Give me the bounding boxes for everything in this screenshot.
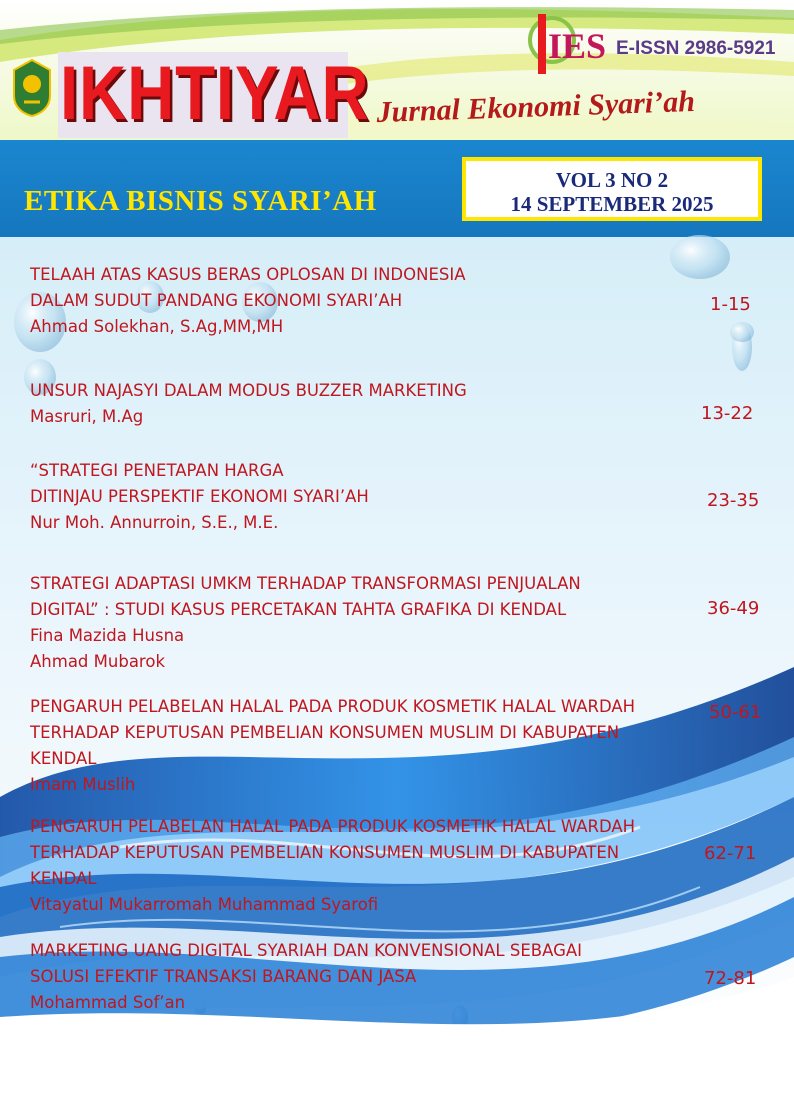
article-title-line: TERHADAP KEPUTUSAN PEMBELIAN KONSUMEN MUSLIM DI KABUPATEN (30, 843, 620, 862)
article-entry (30, 938, 690, 1016)
issn-label: E-ISSN 2986-5921 (616, 38, 776, 59)
article-title-line: KENDAL (30, 749, 97, 768)
article-entry (30, 571, 690, 675)
volume-label: VOL 3 NO 2 (555, 168, 669, 192)
article-title-line: DITINJAU PERSPEKTIF EKONOMI SYARI’AH (30, 487, 369, 506)
article-title-line: TERHADAP KEPUTUSAN PEMBELIAN KONSUMEN MUSLIM DI KABUPATEN (30, 723, 620, 742)
issue-theme: ETIKA BISNIS SYARI’AH (24, 185, 377, 217)
article-author: Vitayatul Mukarromah Muhammad Syarofi (30, 895, 379, 914)
volume-box (462, 157, 762, 221)
article-author: Mohammad Sof’an (30, 993, 186, 1012)
article-title-line: SOLUSI EFEKTIF TRANSAKSI BARANG DAN JASA (30, 967, 417, 986)
journal-name: IKHTIYAR (60, 51, 370, 136)
ies-logo-icon (526, 10, 607, 80)
article-title-line: DIGITAL” : STUDI KASUS PERCETAKAN TAHTA GRAFIKA DI KENDAL (30, 600, 567, 619)
article-title-line: TELAAH ATAS KASUS BERAS OPLOSAN DI INDONESIA (30, 265, 466, 284)
article-author: Ahmad Solekhan, S.Ag,MM,MH (30, 317, 284, 336)
article-pages: 23-35 (707, 490, 760, 511)
cover-header (0, 0, 794, 140)
article-author: Imam Muslih (30, 775, 136, 794)
institution-logo-icon (10, 58, 54, 118)
article-entry (30, 378, 690, 430)
article-title-line: UNSUR NAJASYI DALAM MODUS BUZZER MARKETING (30, 381, 467, 400)
article-pages: 13-22 (701, 403, 754, 424)
article-author: Ahmad Mubarok (30, 652, 165, 671)
article-pages: 72-81 (704, 968, 757, 989)
article-entry (30, 458, 690, 536)
article-entry (30, 814, 690, 918)
article-author: Masruri, M.Ag (30, 407, 144, 426)
article-title-line: KENDAL (30, 869, 97, 888)
article-title-line: DALAM SUDUT PANDANG EKONOMI SYARI’AH (30, 291, 403, 310)
article-author: Fina Mazida Husna (30, 626, 185, 645)
article-title-line: MARKETING UANG DIGITAL SYARIAH DAN KONVENSIONAL SEBAGAI (30, 941, 583, 960)
journal-subtitle: Jurnal Ekonomi Syari’ah (376, 84, 696, 129)
article-pages: 1-15 (710, 294, 751, 315)
issue-date: 14 SEPTEMBER 2025 (510, 192, 714, 216)
article-title-line: STRATEGI ADAPTASI UMKM TERHADAP TRANSFORMASI PENJUALAN (30, 574, 581, 593)
article-author: Nur Moh. Annurroin, S.E., M.E. (30, 513, 279, 532)
article-pages: 50-61 (709, 702, 762, 723)
article-pages: 36-49 (707, 598, 760, 619)
article-entry (30, 694, 690, 798)
article-title-line: “STRATEGI PENETAPAN HARGA (30, 461, 284, 480)
article-title-line: PENGARUH PELABELAN HALAL PADA PRODUK KOSMETIK HALAL WARDAH (30, 817, 636, 836)
article-title-line: PENGARUH PELABELAN HALAL PADA PRODUK KOSMETIK HALAL WARDAH (30, 697, 636, 716)
ies-logo-text: IES (548, 26, 607, 66)
article-entry (30, 262, 690, 340)
article-pages: 62-71 (704, 843, 757, 864)
